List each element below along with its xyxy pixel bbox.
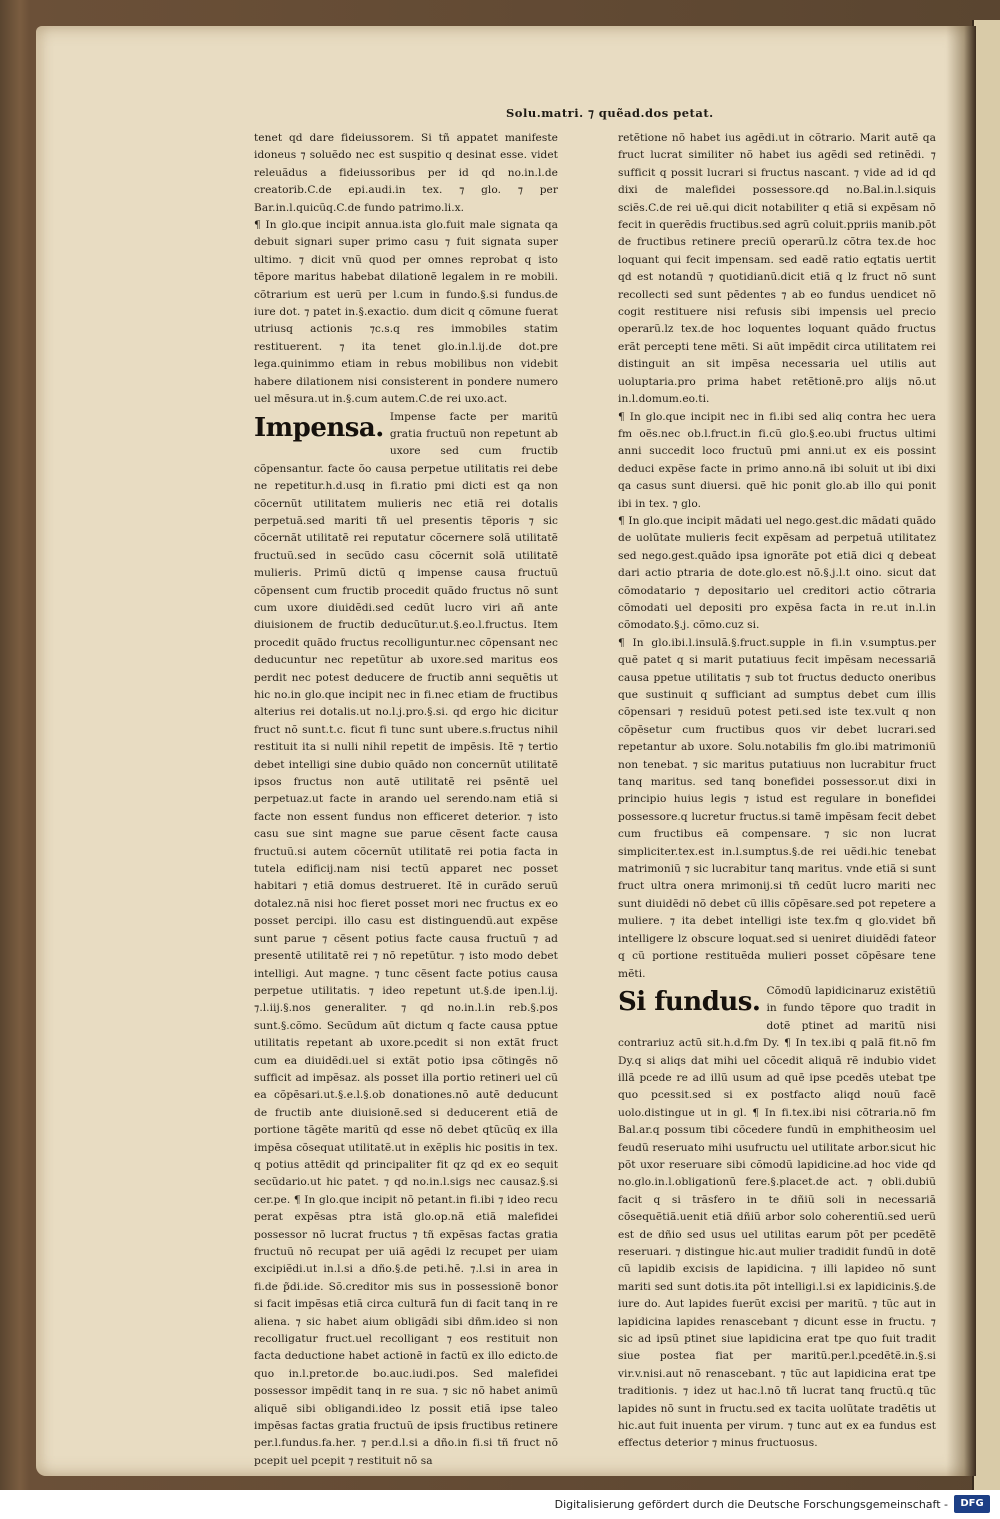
dfg-logo: DFG [954, 1495, 990, 1513]
paragraph: ¶ In glo.ibi.l.insulã.§.fruct.supple in fi.in v.sumptus.per quẽ patet q si marit putatiuus fecit impẽsam necessariã causa ppetue utilitatis ⁊ sub tot fructus deducto oneribus que sustinuit q sufficiant ad sumptus debet cum illis cõpensari ⁊ residuũ potest peti.sed iste tex.vult q non cõpẽsetur cum fructibus quos vir debet lucrari.sed repetantur ab uxore. Solu.notabilis fm glo.ibi matrimoniũ non tenebat. ⁊ sic maritus putatiuus non lucrabitur fruct tanq maritus. sed tanq bonefidei possessor.ut dixi in principio huius legis ⁊ istud est regulare in bonefidei possessore.q lucretur fructus.si tamẽ impẽsam fecit debet cum fructibus eã compensare. ⁊ sic non lucrat simpliciter.tex.est in.l.sumptus.§.de rei uẽdi.hic tenebat matrimoniũ ⁊ sic lucrabitur tanq maritus. vnde etiã si sunt fruct ultra onera mrimonij.si tñ cedũt lucro mariti nec sunt diuidẽdi nõ debet cũ illis cõpẽsare.sed pot repetere a muliere. ⁊ ita debet intelligi iste tex.fm q glo.videt bñ intelligere lz obscure loquat.sed si ueniret diuidẽdi fateor q cũ portione restituẽda mulieri posset cõpẽsare tene mẽti. [618, 636, 936, 980]
paragraph: Impense facte per maritũ gratia fructuũ non repetunt ab uxore sed cum fructib cõpensantur. facte õo causa perpetue utilitatis rei debe ne repetitur.h.d.usq in fi.ratio pmi dicti est qa non cõcernũt utilitatem mulieris nec etiã rei dotalis perpetuã.sed mariti tñ uel presentis tẽporis ⁊ sic cõcernãt utilitatẽ rei reputatur cõcernere solã utilitatẽ fructuũ.sed in secũdo casu cõcernit solã utilitatẽ mulieris. Primũ dictũ q impense causa fructuũ cõpensent cum fructib procedit quãdo fructus nõ sunt cum uxore diuidẽdi.sed cedũt lucro viri añ ante diuisionem de fructib deducũtur.ut.§.eo.l.fructus. Item procedit quãdo fructus recolliguntur.nec cõpensant nec deducuntur nec repetũtur ab uxore.sed maritus eos perdit nec potest deducere de fructib anni sequẽtis ut hic no.in glo.que incipit nec in fi.nec etiam de fructibus alterius rei dotalis.ut no.l.j.pro.§.si. qd ergo hic dicitur fruct nõ sunt.t.c. ficut fi tunc sunt ubere.s.fructus nihil restituit ita si nulli nihil repetit de impẽsis. Itẽ ⁊ tertio debet intelligi sine dubio quãdo non concernũt utilitatẽ ipsos fructus non autẽ utilitatẽ rei psẽntẽ uel perpetuaz.ut facte in arando uel serendo.nam etiã si facte non essent fundus non efficeret deterior. ⁊ isto casu sue sint magne sue parue cẽsent facte causa fructuũ.si autem cõcernũt utilitatẽ rei potia facta in tutela edificij.nam nisi tectũ apparet nec posset habitari ⁊ etiã domus destrueret. Itẽ in curãdo seruũ dotalez.nã nisi hoc fieret posset mori nec fructus ex eo posset percipi. illo casu est distinguendũ.aut expẽse sunt parue ⁊ cẽsent potius facte causa fructuũ ⁊ ad presentẽ utilitatẽ rei ⁊ nõ repetũtur. ⁊ isto modo debet intelligi. Aut magne. ⁊ tunc cẽsent facte potius causa perpetue utilitatis. ⁊ ideo repetunt ut.§.de ipen.l.ij. ⁊.l.iij.§.nos generaliter. ⁊ qd no.in.l.in reb.§.pos sunt.§.cõmo. Secũdum aũt dictum q facte causa pptue utilitatis repetant ab uxore.pcedit si non extãt fruct cum ea diuidẽdi.uel si extãt potio ipsa cõtingẽs nõ sufficit ad impẽsaz. als posset illa portio retineri uel cũ ea cõpẽsari.ut.§.e.l.§.ob donationes.nõ autẽ deducunt de fructib ante diuisionẽ.sed si deducerent etiã de portione tãgẽte maritũ qd esse nõ debet qtũcũq ex illa impẽsa cõsequat utilitatẽ.ut in exẽplis hic positis in tex. q potius attẽdit qd principaliter fit qz qd ex eo sequit secũdario.ut hic patet. ⁊ qd no.in.l.sigs nec causaz.§.si cer.pe. ¶ In glo.que incipit nõ petant.in fi.ibi ⁊ ideo recu perat expẽsas ptra istã glo.op.nã etiã malefidei possessor nõ lucrat fructus ⁊ tñ expẽsas factas gratia fructuũ nõ recupat per uiã agẽdi lz recupet per uiam excipiẽdi.ut in.l.si a dño.§.de peti.hẽ. ⁊.l.si in area in fi.de p̃di.ide. Sõ.creditor mis sus in possessionẽ bonor si facit impẽsas etiã circa culturã fun di facit tanq in re aliena. ⁊ sic habet aium obligãdi sibi dñm.ideo si non recolligatur fruct.uel recolligant ⁊ eos restituit non facta deductione habet actionẽ in factũ ex illo edicto.de quo in.l.pretor.de bo.auc.iudi.pos. Sed malefidei possessor impẽdit tanq in re sua. ⁊ sic nõ habet animũ aliquẽ sibi obligandi.ideo lz possit etiã ipse taleo impẽsas factas gratia fructuũ de ipsis fructibus retinere per.l.fundus.fa.her. ⁊ per.d.l.si a dño.in fi.si tñ fruct nõ pcepit uel pcepit ⁊ restituit nõ sa [254, 410, 558, 1467]
running-head: Solu.matri. ⁊ quẽad.dos petat. [506, 106, 714, 120]
page-curvature-shadow [946, 26, 976, 1476]
rubric-heading: Si fundus. [618, 986, 761, 1017]
paragraph: ¶ In glo.que incipit annua.ista glo.fuit male signata qa debuit signari super primo casu ⁊ fuit signata super ultimo. ⁊ dicit vnũ quod per omnes reprobat q isto tẽpore maritus habebat dilationẽ legalem in re mobili. cõtrarium est uerũ per l.cum in fundo.§.si fundus.de iure dot. ⁊ patet in.§.exactio. dum dicit q cõmune fuerat utriusq actionis ⁊c.s.q res immobiles statim restituerent. ⁊ ita tenet glo.in.l.ij.de dot.pre lega.quinimmo etiam in rebus mobilibus non videbit habere dilationem nisi consisterent in pondere numero uel mẽsura.ut in.§.cum autem.C.de rei uxo.act. [254, 219, 558, 406]
rubric-heading: Impensa. [254, 412, 384, 443]
left-text-column [254, 130, 558, 1470]
paragraph: retẽtione nõ habet ius agẽdi.ut in cõtrario. Marit autẽ qa fruct lucrat similiter nõ habet ius agẽdi sed retinẽdi. ⁊ sufficit q possit lucrari si fructus nascant. ⁊ vide ad id qd dixi de malefidei possessore.qd no.Bal.in.l.siquis sciẽs.C.de rei uẽ.qui dicit notabiliter q etiã si expẽsam nõ fecit in querẽdis fructibus.sed agrũ coluit.ppriis manib.põt de fructibus retinere preciũ operarũ.lz cõtra tex.de hoc loquant qui fecit impensam. sed eadẽ ratio eqtatis uertit qd est notandũ ⁊ quotidianũ.dicit etiã q lz fruct nõ sunt recollecti sed sunt pẽdentes ⁊ ab eo fundus uendicet nõ cogit restituere nisi refusis sibi impensis uel precio operarũ.lz tex.de hoc loquentes loquant quãdo fructus erãt percepti tene mẽti. Si aũt impẽdit circa utilitatem rei distinguit an sit impẽsa necessaria uel utilis aut uoluptaria.pro prima habet retẽtionẽ.pro alijs nõ.ut in.l.domum.eo.ti. [618, 132, 936, 406]
rubric-section [254, 409, 558, 1471]
funding-credit: Digitalisierung gefördert durch die Deutsche Forschungsgemeinschaft - [554, 1498, 948, 1511]
rubric-section [618, 983, 936, 1453]
paragraph: tenet qd dare fideiussorem. Si tñ appatet manifeste idoneus ⁊ soluẽdo nec est suspitio q desinat esse. videt releuãdus a fideiussoribus per id qd no.in.l.de creatorib.C.de epi.audi.in tex. ⁊ glo. ⁊ per Bar.in.l.quicũq.C.de fundo patrimo.li.x. [254, 132, 558, 214]
paragraph: ¶ In glo.que incipit mãdati uel nego.gest.dic mãdati quãdo de uolũtate mulieris fecit expẽsam ad perpetuã utilitatez sed nego.gest.quãdo ipsa ignorãte pot etiã dici q debeat dari actio ptraria de dote.glo.est nõ.§.j.l.t oino. sicut dat cõmodatario ⁊ depositario uel creditori actio cõtraria cõmodati uel depositi pro expẽsa facta in re.ut in.l.in cõmodato.§.j. cõmo.cuz si. [618, 514, 936, 632]
facing-page-edge [972, 20, 1000, 1490]
footer-bar [0, 1490, 1000, 1519]
paragraph: Cõmodũ lapidicinaruz existẽtiũ in fundo tẽpore quo tradit in dotẽ ptinet ad maritũ nisi contrariuz actũ sit.h.d.fm Dy. ¶ In tex.ibi q palã fit.nõ fm Dy.q si aliqs dat mihi uel cõcedit aliquã rẽ indubio videt illã pcede re ad illũ usum ad quẽ ipse pcedẽs utebat tpe quo pcessit.sed si ex postfacto aliqd nouũ facẽ uolo.distingue ut in gl. ¶ In fi.tex.ibi nisi cõtraria.nõ fm Bal.ar.q possum tibi cõcedere fundũ in emphitheosim uel feudũ reseruato mihi usufructu uel utilitate arbor.sicut hic põt uxor reseruare sibi cõmodũ lapidicine.ad hoc vide qd no.glo.in.l.obligationũ fere.§.placet.de act. ⁊ obli.dubiũ facit q si trãsfero in te dñiũ soli in necessariã cõsequẽtiã.uenit etiã dñiũ arbor solo coherentiũ.sed uerũ est de dñio sed usus uel utilitas earum põt per pcedẽtẽ reseruari. ⁊ distingue hic.aut mulier tradidit fundũ in dotẽ cũ lapidib excisis de lapidicina. ⁊ illi lapideo nõ sunt mariti sed sunt dotis.ita põt intelligi.l.si ex lapidicinis.§.de iure do. Aut lapides fuerũt excisi per maritũ. ⁊ tũc aut in lapidicina lapides renascebant ⁊ dicunt esse in fructu. ⁊ sic ad ipsũ ptinet siue lapidicina erat tpe quo fuit tradit siue postea fiat per maritũ.per.l.pcedẽtẽ.in.§.si vir.v.nisi.aut nõ renascebant. ⁊ tũc aut lapidicina erat tpe traditionis. ⁊ idez ut hac.l.nõ tñ lucrat tanq fructũ.q tũc lapides nõ sunt in fructu.sed ex tacita uolũtate tradẽtis ut hic.aut fuit inuenta per virum. ⁊ tunc aut ex ea fundus est effectus deterior ⁊ minus fructuosus. [618, 984, 936, 1450]
paragraph: ¶ In glo.que incipit nec in fi.ibi sed aliq contra hec uera fm oẽs.nec ob.l.fruct.in fi.cũ glo.§.eo.ubi fructus ultimi anni succedit loco fructuũ pmi anni.ut ex eis possint deduci expẽse facte in primo anno.nã ibi soluit ut ibi dixi qa casus sunt diuersi. quẽ hic ponit glo.ab illo qui ponit ibi in tex. ⁊ glo. [618, 410, 936, 510]
right-text-column [618, 130, 936, 1453]
